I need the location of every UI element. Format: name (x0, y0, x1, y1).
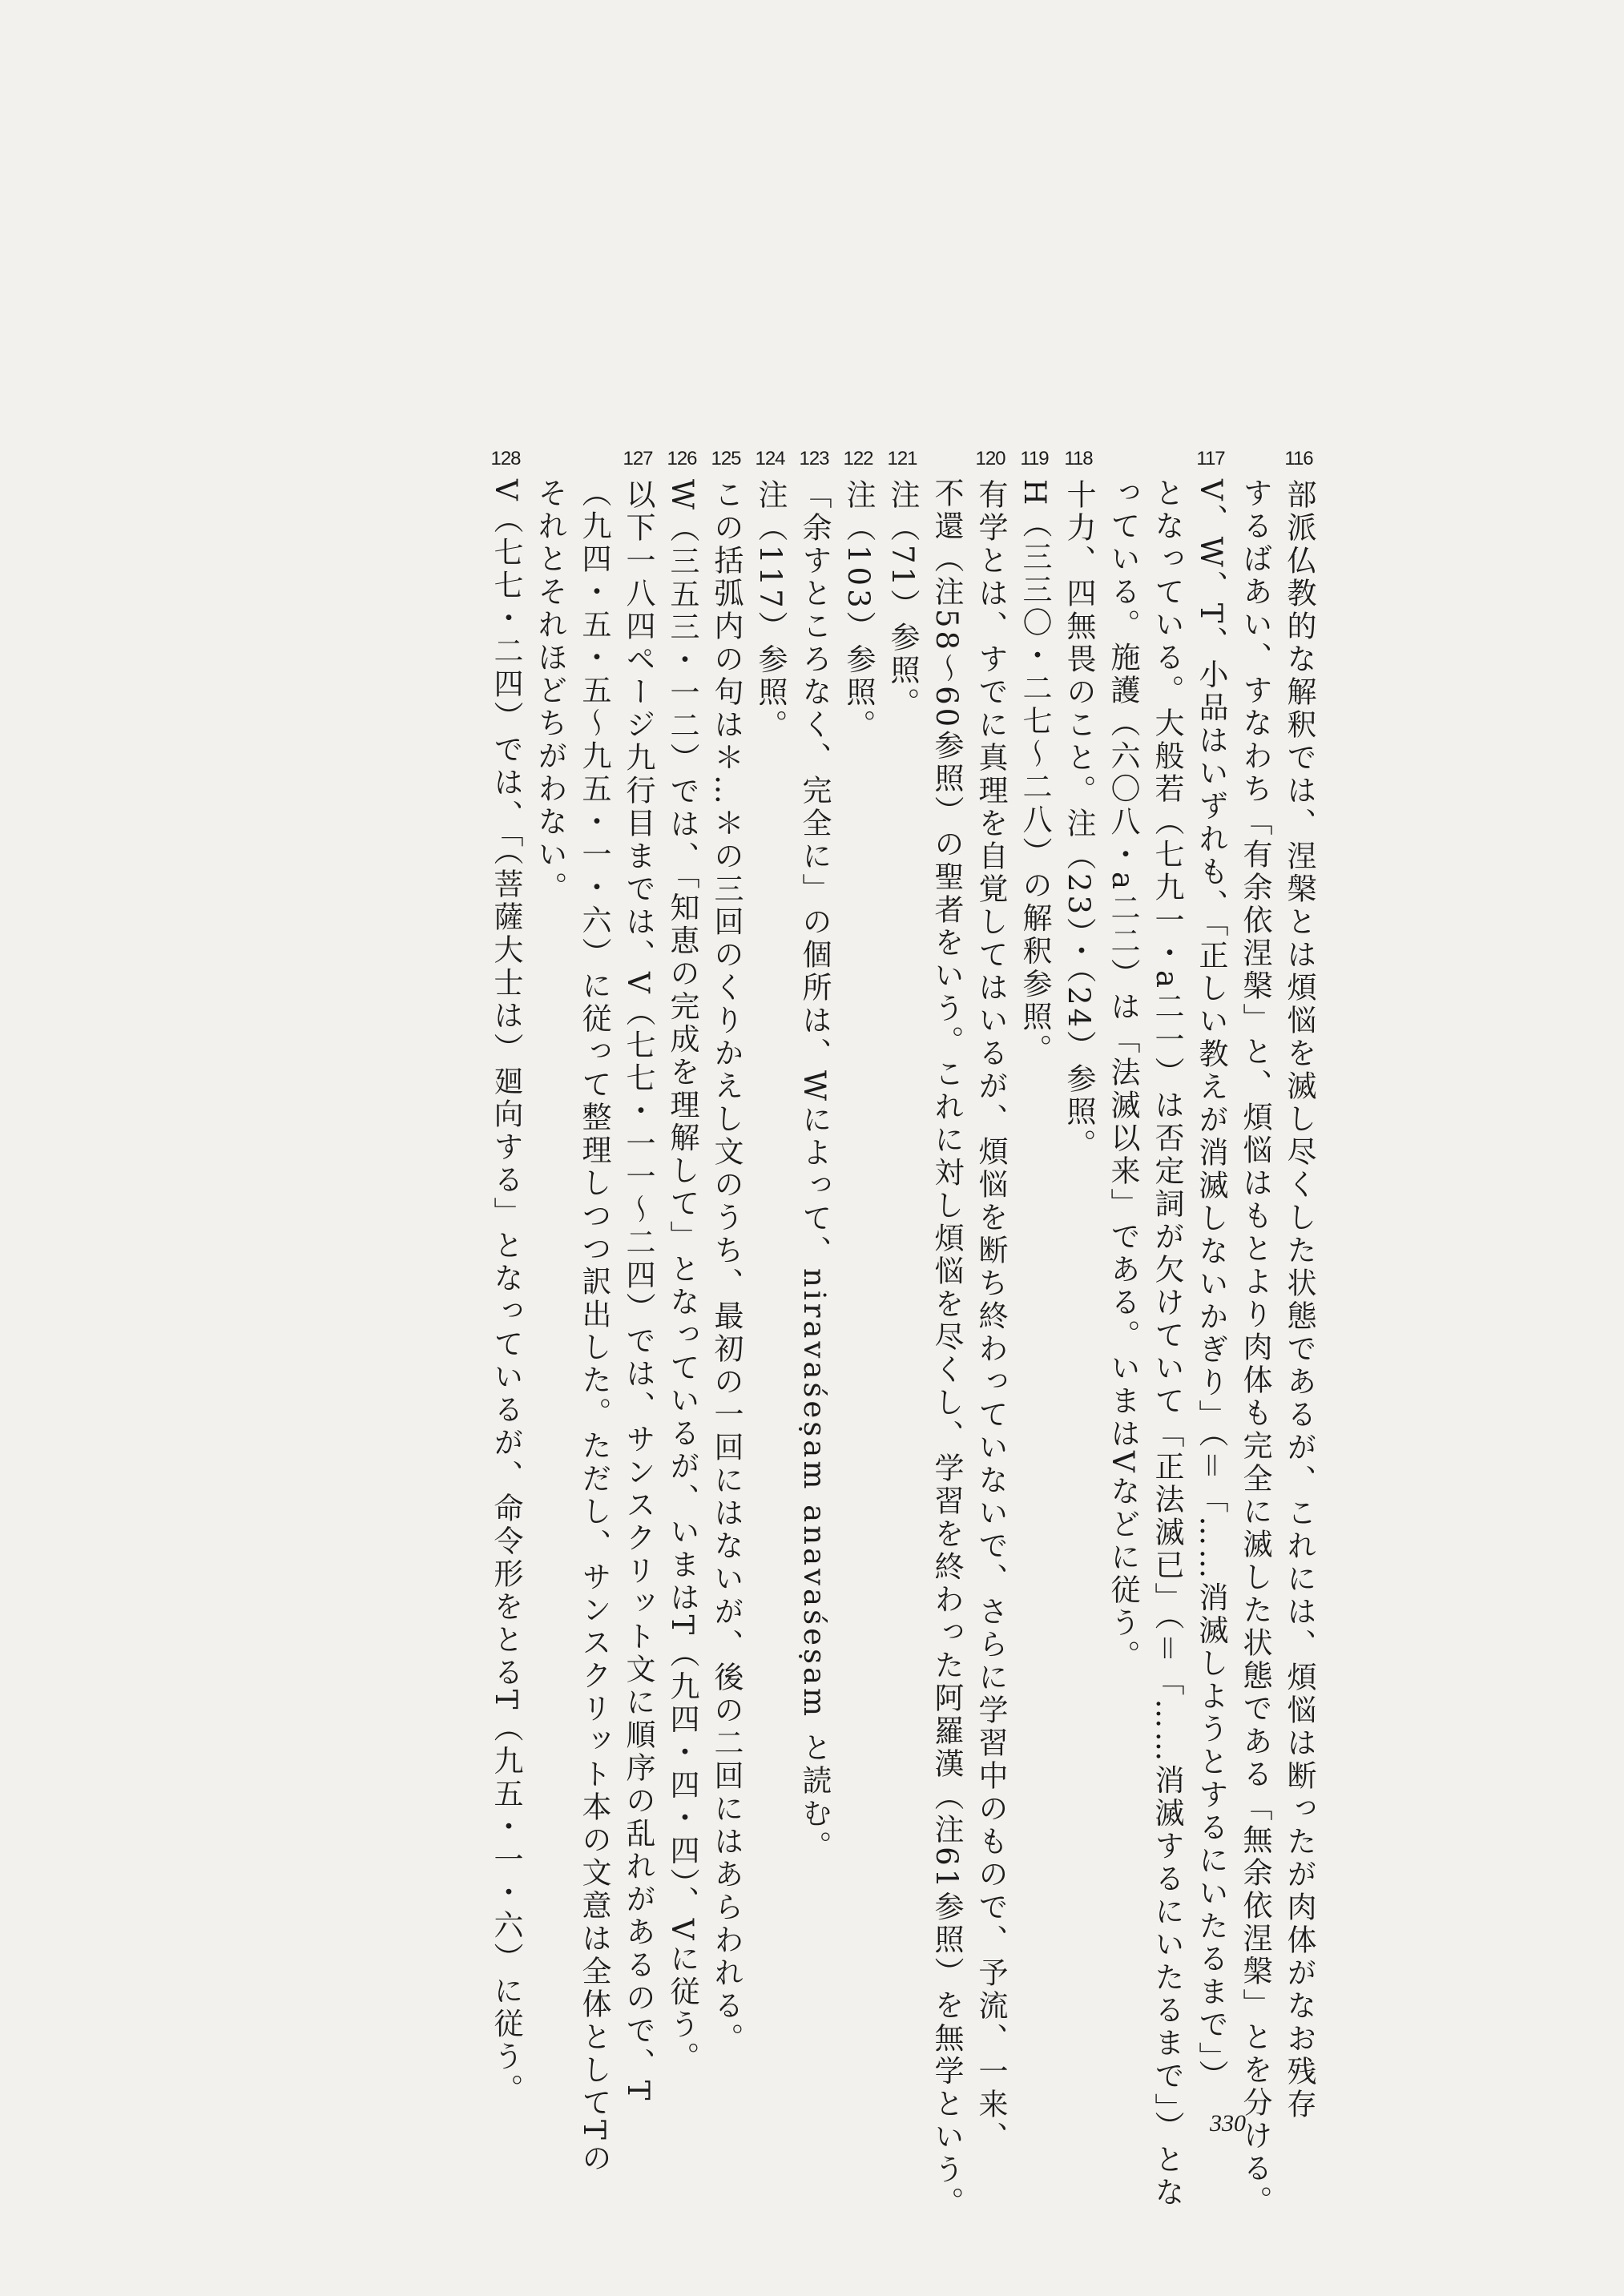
note-122 (838, 439, 878, 743)
note-text: 注（71）参照。 (885, 479, 920, 721)
note-number: 122 (843, 448, 873, 469)
note-128 (486, 439, 526, 2106)
note-117 (1191, 439, 1231, 2093)
note-number: 120 (975, 448, 1005, 469)
note-text: （九四・五・五〜九五・一・六）に従って整理しつつ訳出した。ただし、サンスクリット本の文意は全体としてTの (577, 477, 611, 2176)
note-text: この括弧内の句は＊…＊の三回のくりかえし文のうち、最初の一回にはないが、後の二回にはあらわれる。 (709, 479, 743, 2056)
note-text: っている。施護（六〇八・a二二）は「法滅以来」である。いまはVなどに従う。 (1106, 477, 1140, 1673)
note-127-continuation (530, 477, 570, 904)
note-number: 123 (799, 448, 829, 469)
page-number: 330 (1210, 2110, 1246, 2137)
note-text: W（三五三・一二）では、「知恵の完成を理解して」となっているが、いまはT（九四・四・四）、Vに従う。 (665, 479, 699, 2075)
note-number: 118 (1064, 448, 1093, 469)
note-text: それとそれほどちがわない。 (533, 477, 567, 904)
note-number: 128 (490, 448, 521, 469)
note-117-continuation (1102, 477, 1142, 1673)
note-number: 119 (1020, 448, 1049, 469)
note-116-continuation (1235, 477, 1275, 2218)
note-text: 十力、四無畏のこと。注（23）・（24）参照。 (1062, 479, 1096, 1162)
note-text: V、W、T、小品はいずれも、「正しい教えが消滅しないかぎり」（＝「……消滅しようとするにいたるまで」） (1194, 479, 1228, 2093)
note-124 (750, 439, 790, 743)
note-text: 注（117）参照。 (753, 479, 788, 743)
note-text: するばあい、すなわち「有余依涅槃」と、煩悩はもとより肉体も完全に滅した状態である「無余依涅槃」とを分ける。 (1238, 477, 1272, 2218)
note-127 (618, 439, 658, 2103)
note-125 (706, 439, 746, 2056)
note-text: 有学とは、すでに真理を自覚してはいるが、煩悩を断ち終わっていないで、さらに学習中のもので、予流、一来、 (973, 479, 1008, 2154)
note-text: V（七七・二四）では、「（菩薩大士は）廻向する」となっているが、命令形をとるT（九五・一・六）に従う。 (489, 479, 523, 2107)
note-120 (970, 439, 1010, 2154)
note-116 (1279, 439, 1319, 2121)
note-number: 126 (667, 448, 697, 469)
note-123 (794, 439, 834, 1863)
note-120-continuation (926, 477, 966, 2219)
note-127-continuation (574, 477, 614, 2176)
note-text: 以下一八四ページ九行目までは、V（七七・一一〜二四）では、サンスクリット文に順序の乱れがあるので、T (621, 479, 655, 2104)
note-text: 注（103）参照。 (841, 479, 876, 743)
note-text: H（三三〇・二七〜二八）の解釈参照。 (1018, 479, 1052, 1067)
note-number: 117 (1196, 448, 1225, 469)
note-text: となっている。大般若（七九一・a二一）は否定詞が欠けていて「正法滅已」（＝「……消滅するにいたるまで」）とな (1150, 477, 1184, 2210)
note-number: 121 (887, 448, 917, 469)
note-number: 127 (623, 448, 653, 469)
note-text: 「余すところなく、完全に」の個所は、Wによって、niravaśeṣam anavaśeṣam と読む。 (797, 479, 832, 1863)
note-number: 124 (755, 448, 785, 469)
note-126 (662, 439, 702, 2074)
note-text: 不還（注58〜60参照）の聖者をいう。これに対し煩悩を尽くし、学習を終わった阿羅漢（注61参照）を無学という。 (929, 477, 964, 2220)
note-118 (1058, 439, 1098, 1162)
note-number: 116 (1284, 448, 1313, 469)
note-text: 部派仏教的な解釈では、涅槃とは煩悩を滅し尽くした状態であるが、これには、煩悩は断ったが肉体がなお残存 (1282, 479, 1316, 2121)
note-119 (1014, 439, 1054, 1066)
note-number: 125 (711, 448, 741, 469)
note-117-continuation (1146, 477, 1187, 2209)
note-121 (882, 439, 922, 720)
